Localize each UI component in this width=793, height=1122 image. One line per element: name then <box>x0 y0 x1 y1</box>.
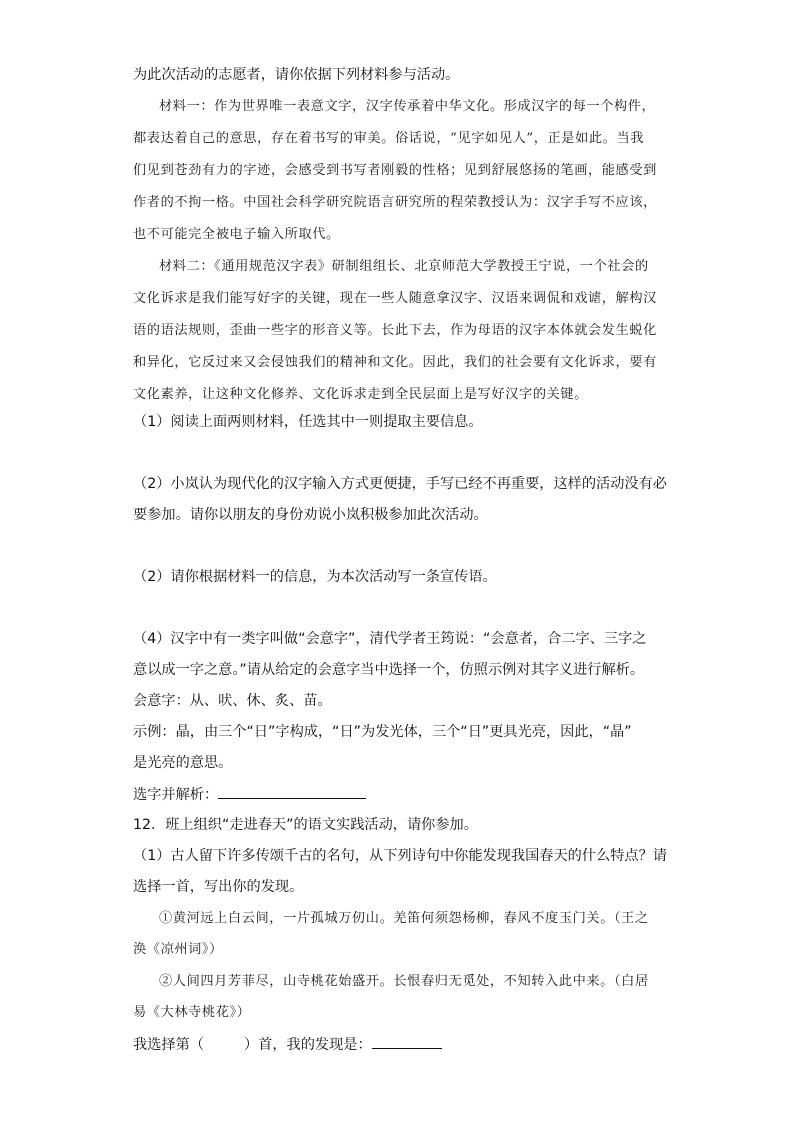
answer-prefix: 我选择第（ <box>133 1037 204 1053</box>
material1-line: 们见到苍劲有力的字迹，会感受到书写者刚毅的性格；见到舒展悠扬的笔画，能感受到 <box>133 163 657 178</box>
answer-mid: ）首，我的发现是： <box>243 1037 372 1053</box>
material1-line: 作者的不拘一格。中国社会科学研究院语言研究所的程荣教授认为：汉字手写不应该， <box>133 195 657 210</box>
poem-2-line: ②人间四月芳菲尽，山寺桃花始盛开。长恨春归无觅处，不知转入此中来。（白居 <box>159 974 649 989</box>
question-2-line: （2）小岚认为现代化的汉字输入方式更便捷，手写已经不再重要，这样的活动没有必 <box>133 476 667 492</box>
question-1: （1）阅读上面两则材料，任选其中一则提取主要信息。 <box>133 414 483 430</box>
material2-line: 和异化，它反过来又会侵蚀我们的精神和文化。因此，我们的社会要有文化诉求，要有 <box>133 355 657 370</box>
example-line: 是光亮的意思。 <box>133 755 233 771</box>
poem-1-line: ①黄河远上白云间，一片孤城万仞山。羌笛何须怨杨柳，春风不度玉门关。（王之 <box>159 911 649 926</box>
question-3: （2）请你根据材料一的信息，为本次活动写一条宣传语。 <box>133 569 497 585</box>
select-and-analyze <box>133 784 366 805</box>
select-label: 选字并解析： <box>133 787 219 803</box>
intro-text: 为此次活动的志愿者，请你依据下列材料参与活动。 <box>133 67 460 83</box>
question-4-line: （4）汉字中有一类字叫做“会意字”，清代学者王筠说：“会意者，合二字、三字之 <box>133 631 647 647</box>
material2-line: 文化素养，让这种文化修养、文化诉求走到全民层面上是写好汉字的关键。 <box>133 387 588 402</box>
material1-line: 也不可能完全被电子输入所取代。 <box>133 227 340 242</box>
material1-line: 材料一：作为世界唯一表意文字，汉字传承着中华文化。形成汉字的每一个构件， <box>159 99 656 114</box>
discovery-blank[interactable] <box>372 1034 442 1049</box>
example-line: 示例：晶，由三个“日”字构成，“日”为发光体，三个“日”更具光亮，因此，“晶” <box>133 724 632 740</box>
question-4-line: 意以成一字之意。”请从给定的会意字当中选择一个，仿照示例对其字义进行解析。 <box>133 662 645 678</box>
question-12-1-line: 选择一首，写出你的发现。 <box>133 879 304 895</box>
answer-line <box>133 1034 442 1055</box>
material1-line: 都表达着自己的意思，存在着书写的审美。俗话说，“见字如见人”，正是如此。当我 <box>133 131 645 146</box>
answer-blank[interactable] <box>218 784 366 799</box>
huiyi-characters: 会意字：从、吠、休、炙、苗。 <box>133 693 332 709</box>
question-12-1-line: （1）古人留下许多传颂千古的名句，从下列诗句中你能发现我国春天的什么特点？请 <box>133 848 667 864</box>
poem-2-line: 易《大林寺桃花》） <box>133 1005 251 1020</box>
question-12: 12．班上组织“走进春天”的语文实践活动，请你参加。 <box>133 817 478 833</box>
material2-line: 语的语法规则，歪曲一些字的形音义等。长此下去，作为母语的汉字本体就会发生蜕化 <box>133 323 657 338</box>
material2-line: 文化诉求是我们能写好字的关键，现在一些人随意拿汉字、汉语来调侃和戏谑，解构汉 <box>133 291 657 306</box>
poem-1-line: 涣《凉州词》） <box>133 942 223 957</box>
material2-line: 材料二：《通用规范汉字表》研制组组长、北京师范大学教授王宁说，一个社会的 <box>159 259 649 274</box>
question-2-line: 要参加。请你以朋友的身份劝说小岚积极参加此次活动。 <box>133 507 488 523</box>
